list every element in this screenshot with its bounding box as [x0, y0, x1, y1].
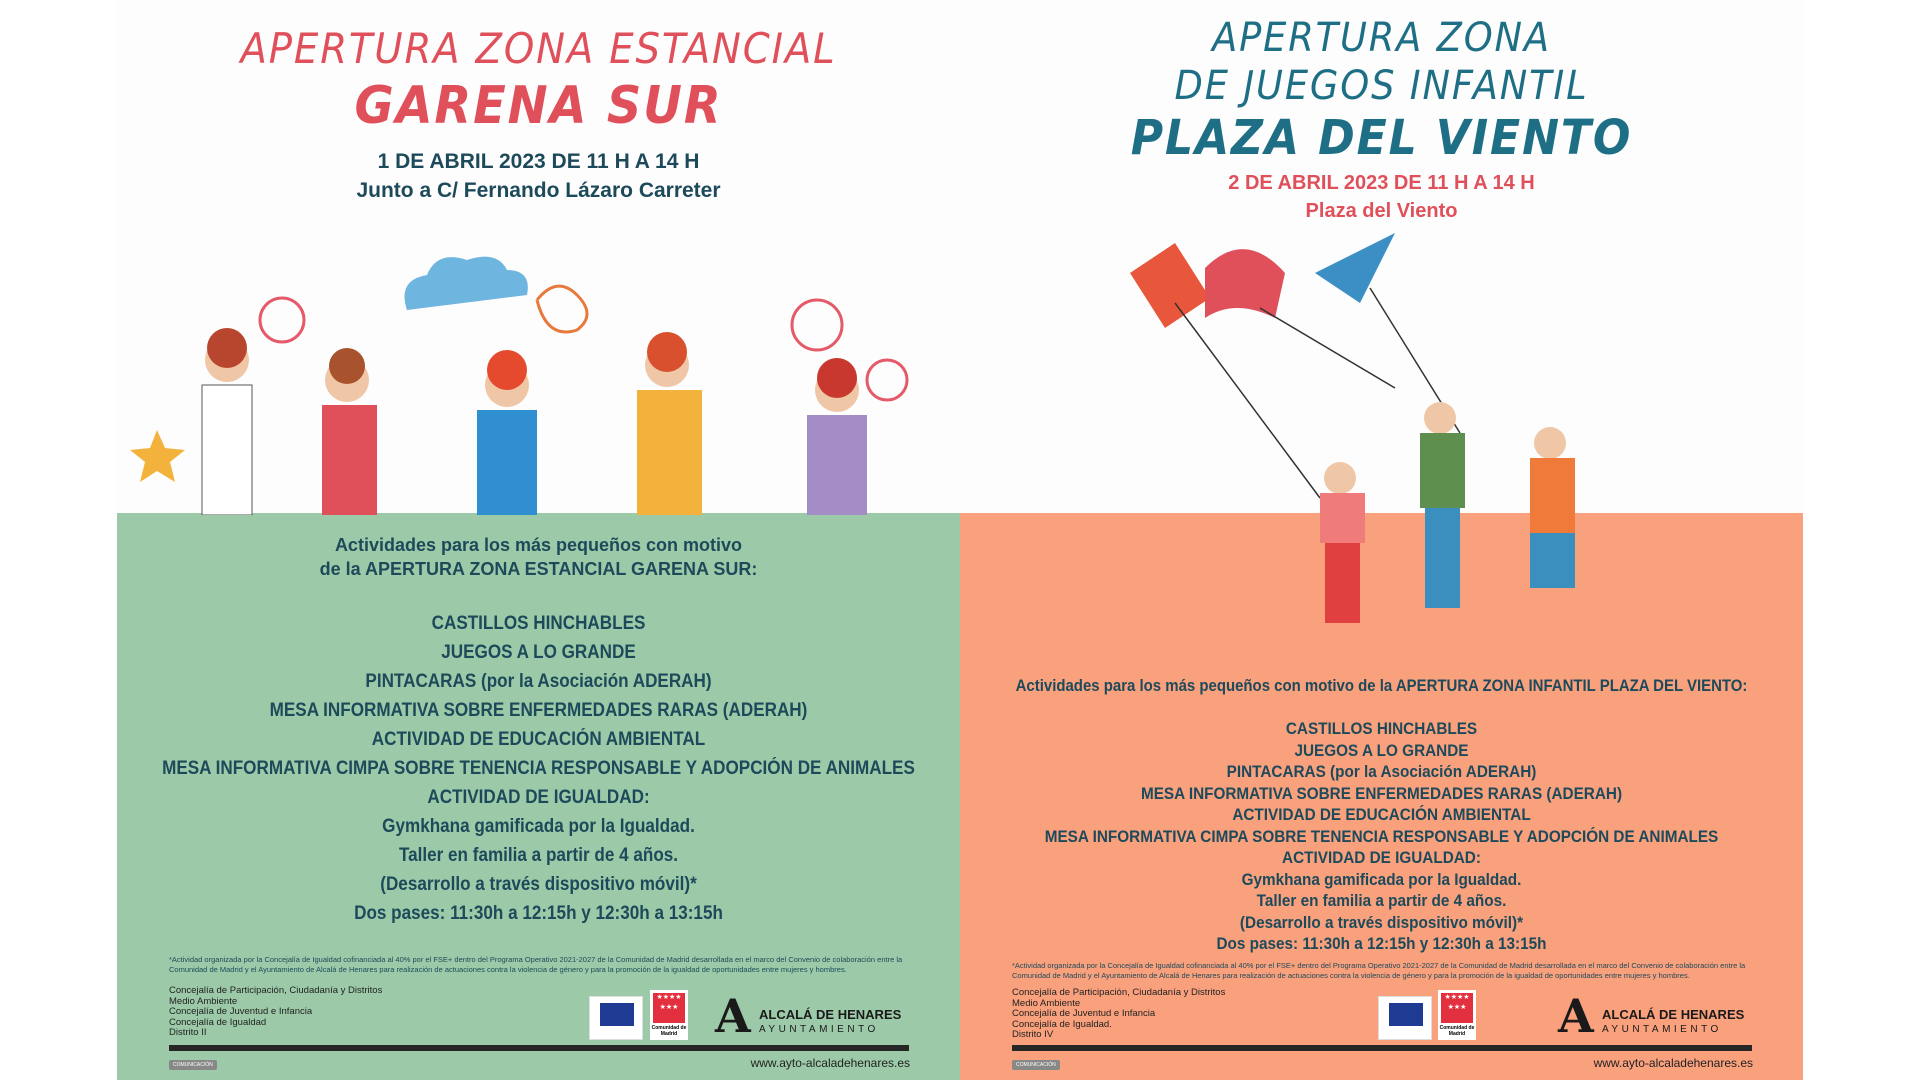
activity-item: MESA INFORMATIVA SOBRE ENFERMEDADES RARAS (ADERAH)	[1140, 783, 1623, 803]
credit-line: Concejalía de Igualdad	[169, 1016, 267, 1028]
credit-line: Distrito II	[169, 1027, 207, 1038]
comunidad-madrid-logo	[1438, 990, 1476, 1040]
activity-item: Dos pases: 11:30h a 12:15h y 12:30h a 13:15h	[1216, 934, 1547, 953]
activity-item: Gymkhana gamificada por la Igualdad.	[1241, 869, 1522, 889]
eu-logo	[589, 996, 643, 1040]
left-intro-line2: de la APERTURA ZONA ESTANCIAL GARENA SUR:	[319, 559, 758, 579]
logo-city-sub: AYUNTAMIENTO	[759, 1024, 879, 1035]
activity-item: JUEGOS A LO GRANDE	[441, 642, 636, 663]
credit-line: Distrito IV	[1012, 1029, 1054, 1040]
credit-line: Medio Ambiente	[1012, 997, 1081, 1009]
madrid-logo-text: Comunidad de Madrid	[1439, 1025, 1475, 1037]
credit-line: Concejalía de Juventud e Infancia	[1012, 1008, 1156, 1019]
eu-logo	[1378, 996, 1432, 1040]
activity-item: CASTILLOS HINCHABLES	[431, 613, 646, 634]
website-link[interactable]: www.ayto-alcaladehenares.es	[1593, 1056, 1753, 1070]
right-location: Plaza del Viento	[1305, 200, 1458, 222]
left-date: 1 DE ABRIL 2023 DE 11 H A 14 H	[377, 150, 700, 173]
activity-item: Taller en familia a partir de 4 años.	[398, 845, 679, 866]
madrid-stars: ★★★★ ★★★	[1441, 993, 1473, 1023]
left-location: Junto a C/ Fernando Lázaro Carreter	[356, 179, 721, 202]
eu-flag-icon	[1389, 1003, 1423, 1026]
activity-item: PINTACARAS (por la Asociación ADERAH)	[365, 671, 712, 692]
left-title-line2: GARENA SUR	[354, 76, 723, 136]
logo-city-sub: AYUNTAMIENTO	[1602, 1024, 1722, 1035]
right-date: 2 DE ABRIL 2023 DE 11 H A 14 H	[1228, 172, 1535, 194]
activity-item: (Desarrollo a través dispositivo móvil)*	[380, 874, 697, 895]
right-poster	[960, 0, 1803, 1080]
website-link[interactable]: www.ayto-alcaladehenares.es	[750, 1056, 910, 1070]
left-intro-line1: Actividades para los más pequeños con motivo	[334, 535, 743, 555]
activity-item: CASTILLOS HINCHABLES	[1285, 719, 1478, 738]
kites-children-illustration	[1110, 228, 1670, 658]
activity-item: ACTIVIDAD DE IGUALDAD:	[427, 787, 650, 808]
activity-item: Gymkhana gamificada por la Igualdad.	[382, 816, 695, 837]
logo-city-name: ALCALÁ DE HENARES	[1602, 1007, 1745, 1022]
logo-letter: A	[715, 989, 751, 1043]
comunicacion-logo: COMUNICACIÓN	[169, 1060, 217, 1070]
divider-bar	[1012, 1045, 1752, 1051]
divider-bar	[169, 1045, 909, 1051]
activity-item: ACTIVIDAD DE EDUCACIÓN AMBIENTAL	[371, 729, 706, 750]
logo-letter: A	[1558, 989, 1594, 1043]
eu-flag-icon	[600, 1003, 634, 1026]
logo-city-name: ALCALÁ DE HENARES	[759, 1007, 902, 1022]
credit-line: Concejalía de Juventud e Infancia	[169, 1006, 313, 1017]
left-poster	[117, 0, 960, 1080]
activity-item: PINTACARAS (por la Asociación ADERAH)	[1226, 762, 1537, 781]
activity-item: Taller en familia a partir de 4 años.	[1256, 891, 1507, 910]
activity-item: Dos pases: 11:30h a 12:15h y 12:30h a 13:15h	[354, 903, 723, 924]
left-title-line1: APERTURA ZONA ESTANCIAL	[240, 24, 837, 73]
left-credits	[169, 986, 382, 1039]
activity-item: MESA INFORMATIVA CIMPA SOBRE TENENCIA RESPONSABLE Y ADOPCIÓN DE ANIMALES	[162, 758, 915, 779]
activity-item: MESA INFORMATIVA CIMPA SOBRE TENENCIA RESPONSABLE Y ADOPCIÓN DE ANIMALES	[1044, 826, 1719, 846]
children-drawing-illustration	[117, 240, 960, 515]
activity-item: ACTIVIDAD DE EDUCACIÓN AMBIENTAL	[1232, 805, 1531, 824]
right-credits	[1012, 988, 1225, 1041]
credit-line: Medio Ambiente	[169, 995, 238, 1007]
activity-item: (Desarrollo a través dispositivo móvil)*	[1239, 912, 1524, 932]
madrid-stars: ★★★★ ★★★	[653, 993, 685, 1023]
madrid-logo-text: Comunidad de Madrid	[651, 1025, 687, 1037]
activity-item: MESA INFORMATIVA SOBRE ENFERMEDADES RARAS (ADERAH)	[269, 700, 808, 721]
credit-line: Concejalía de Participación, Ciudadanía y Distritos	[1012, 987, 1226, 998]
right-title-line3: PLAZA DEL VIENTO	[1130, 110, 1633, 166]
comunidad-madrid-logo	[650, 990, 688, 1040]
comunicacion-logo: COMUNICACIÓN	[1012, 1060, 1060, 1070]
right-title-line2: DE JUEGOS INFANTIL	[1174, 63, 1589, 109]
alcala-ayuntamiento-logo	[1558, 991, 1763, 1041]
right-title-line1: APERTURA ZONA	[1212, 15, 1551, 61]
right-intro: Actividades para los más pequeños con motivo de la APERTURA ZONA INFANTIL PLAZA DEL VIENTO:	[1015, 676, 1748, 695]
credit-line: Concejalía de Igualdad.	[1012, 1018, 1112, 1030]
left-footnote: *Actividad organizada por la Concejalía de Igualdad cofinanciada al 40% por el FSE+ dentro del Programa Operativo 2021-2027 de la Comunidad de Madrid desarrollada en el marco del Convenio de colaboración entre la Comunidad de Madrid y el Ayuntamiento de Alcalá de Henares para realización de actuaciones contra la violencia de género y para la promoción de la igualdad de oportunidades entre mujeres y hombres.	[169, 955, 903, 974]
activity-item: ACTIVIDAD DE IGUALDAD:	[1282, 848, 1481, 867]
right-footnote: *Actividad organizada por la Concejalía de Igualdad cofinanciada al 40% por el FSE+ dentro del Programa Operativo 2021-2027 de la Comunidad de Madrid desarrollada en el marco del Convenio de colaboración entre la Comunidad de Madrid y el Ayuntamiento de Alcalá de Henares para realización de actuaciones contra la violencia de género y para la promoción de la igualdad de oportunidades entre mujeres y hombres.	[1012, 961, 1746, 980]
credit-line: Concejalía de Participación, Ciudadanía y Distritos	[169, 985, 383, 996]
alcala-ayuntamiento-logo	[715, 991, 920, 1041]
activity-item: JUEGOS A LO GRANDE	[1294, 740, 1469, 760]
